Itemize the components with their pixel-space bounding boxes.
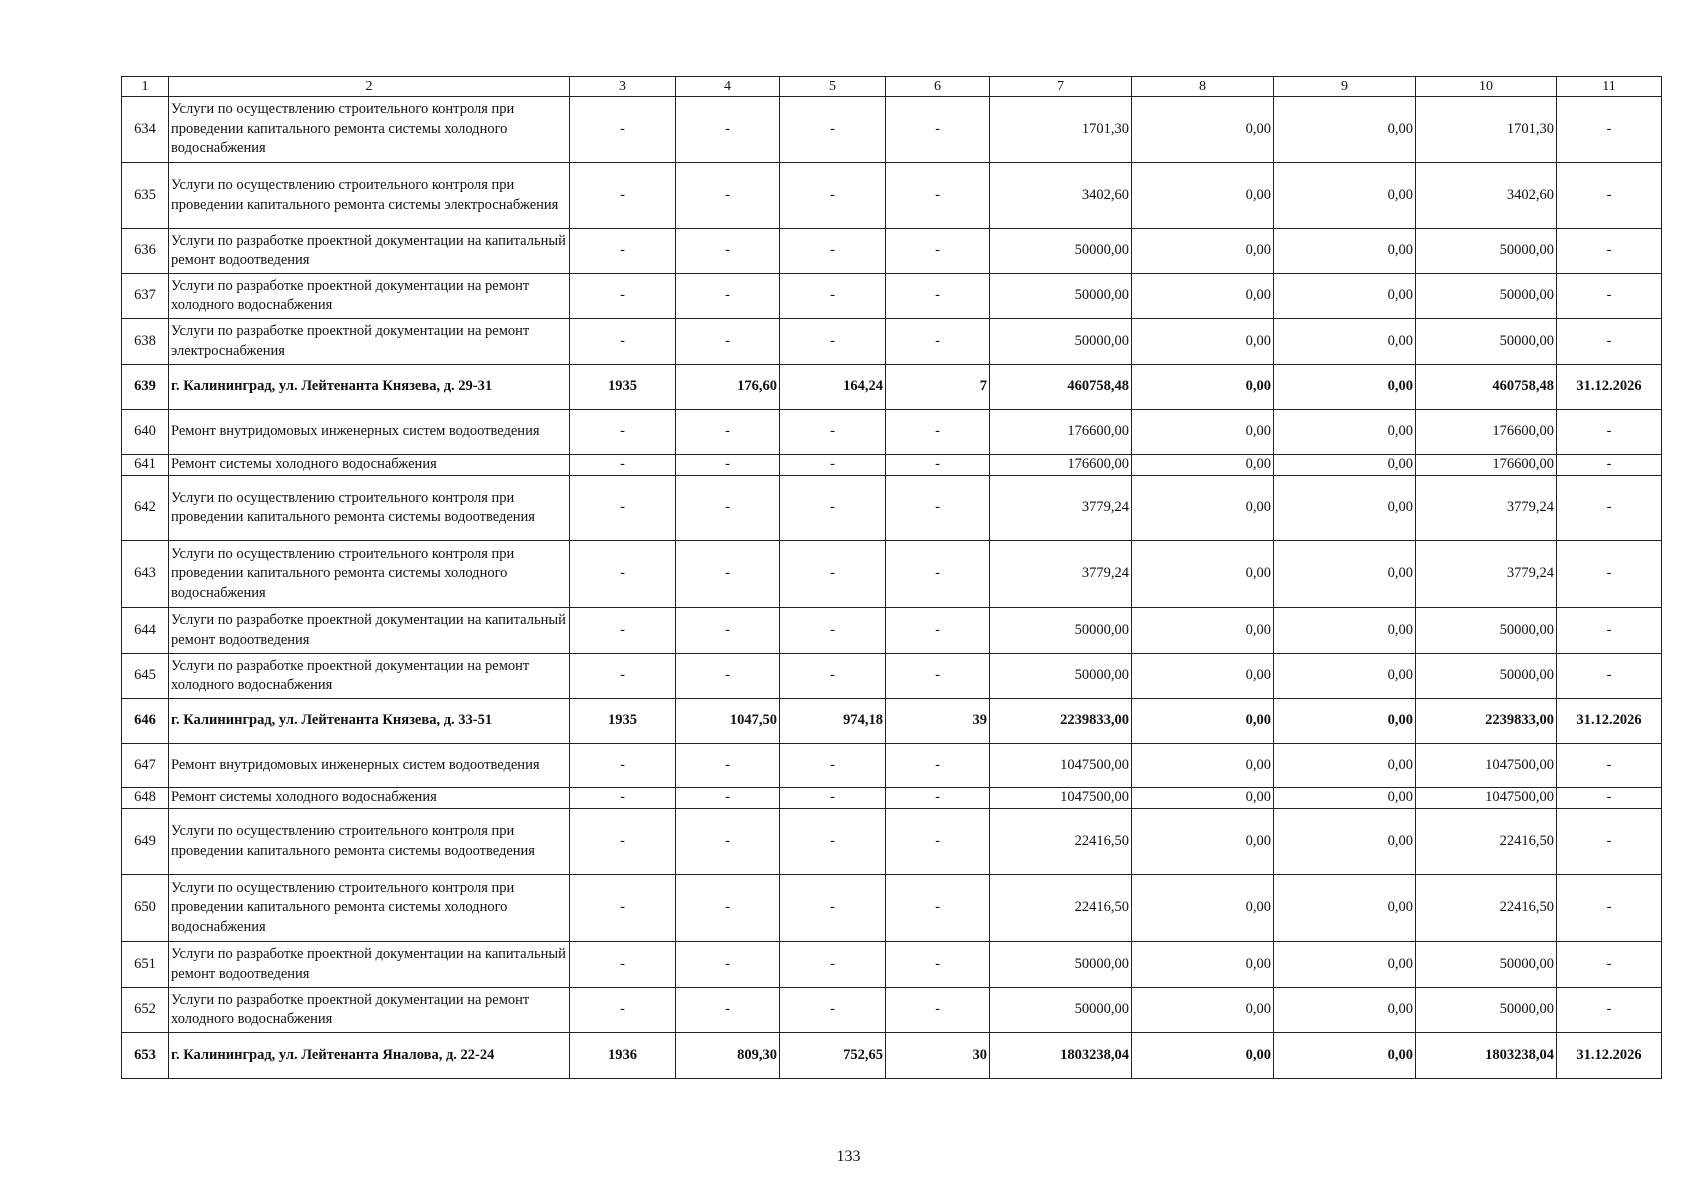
row-number: 636 bbox=[122, 229, 169, 274]
cell-col-8: 0,00 bbox=[1132, 455, 1274, 476]
cell-col-4: - bbox=[676, 541, 780, 608]
row-number: 646 bbox=[122, 699, 169, 744]
column-header: 4 bbox=[676, 77, 780, 97]
cell-col-8: 0,00 bbox=[1132, 476, 1274, 541]
cell-col-11: 31.12.2026 bbox=[1557, 699, 1662, 744]
cell-col-10: 1047500,00 bbox=[1416, 788, 1557, 809]
cell-col-9: 0,00 bbox=[1274, 988, 1416, 1033]
column-header: 9 bbox=[1274, 77, 1416, 97]
cell-col-8: 0,00 bbox=[1132, 608, 1274, 654]
cell-col-8: 0,00 bbox=[1132, 699, 1274, 744]
cell-col-5: - bbox=[780, 744, 886, 788]
cell-col-10: 1803238,04 bbox=[1416, 1033, 1557, 1079]
cell-col-9: 0,00 bbox=[1274, 365, 1416, 410]
cell-col-6: 30 bbox=[886, 1033, 990, 1079]
work-description: Услуги по осуществлению строительного контроля при проведении капитального ремонта системы электроснабжения bbox=[169, 163, 570, 229]
cell-col-4: - bbox=[676, 608, 780, 654]
cell-col-7: 22416,50 bbox=[990, 875, 1132, 942]
cell-col-6: - bbox=[886, 163, 990, 229]
work-description: Ремонт внутридомовых инженерных систем водоотведения bbox=[169, 744, 570, 788]
cell-col-11: - bbox=[1557, 654, 1662, 699]
cell-col-11: 31.12.2026 bbox=[1557, 1033, 1662, 1079]
cell-col-11: - bbox=[1557, 788, 1662, 809]
cell-col-6: - bbox=[886, 608, 990, 654]
column-header: 10 bbox=[1416, 77, 1557, 97]
cell-col-6: - bbox=[886, 410, 990, 455]
table-row bbox=[122, 163, 1662, 229]
cell-col-3: - bbox=[570, 942, 676, 988]
page-number: 133 bbox=[836, 1148, 861, 1165]
work-description: Услуги по разработке проектной документации на ремонт холодного водоснабжения bbox=[169, 654, 570, 699]
cell-col-3: - bbox=[570, 541, 676, 608]
column-number-row bbox=[122, 77, 1662, 97]
cell-col-6: - bbox=[886, 476, 990, 541]
cell-col-4: - bbox=[676, 988, 780, 1033]
cell-col-7: 176600,00 bbox=[990, 410, 1132, 455]
cell-col-11: - bbox=[1557, 410, 1662, 455]
row-number: 639 bbox=[122, 365, 169, 410]
row-number: 648 bbox=[122, 788, 169, 809]
work-description: Ремонт системы холодного водоснабжения bbox=[169, 788, 570, 809]
table-row bbox=[122, 410, 1662, 455]
work-description: Услуги по разработке проектной документации на ремонт холодного водоснабжения bbox=[169, 274, 570, 319]
cell-col-11: - bbox=[1557, 455, 1662, 476]
cell-col-9: 0,00 bbox=[1274, 942, 1416, 988]
cell-col-7: 50000,00 bbox=[990, 229, 1132, 274]
cell-col-10: 50000,00 bbox=[1416, 608, 1557, 654]
cell-col-3: - bbox=[570, 163, 676, 229]
cell-col-11: - bbox=[1557, 875, 1662, 942]
cell-col-7: 2239833,00 bbox=[990, 699, 1132, 744]
cell-col-4: - bbox=[676, 875, 780, 942]
cell-col-7: 1047500,00 bbox=[990, 788, 1132, 809]
cell-col-3: - bbox=[570, 319, 676, 365]
work-description: Услуги по осуществлению строительного контроля при проведении капитального ремонта системы холодного водоснабжения bbox=[169, 97, 570, 163]
table-row bbox=[122, 541, 1662, 608]
cell-col-3: 1935 bbox=[570, 365, 676, 410]
cell-col-9: 0,00 bbox=[1274, 274, 1416, 319]
cell-col-8: 0,00 bbox=[1132, 97, 1274, 163]
cell-col-9: 0,00 bbox=[1274, 163, 1416, 229]
cell-col-8: 0,00 bbox=[1132, 988, 1274, 1033]
cell-col-11: - bbox=[1557, 744, 1662, 788]
cell-col-6: - bbox=[886, 809, 990, 875]
work-description: Ремонт системы холодного водоснабжения bbox=[169, 455, 570, 476]
work-description: г. Калининград, ул. Лейтенанта Яналова, д. 22-24 bbox=[169, 1033, 570, 1079]
cell-col-4: 1047,50 bbox=[676, 699, 780, 744]
row-number: 640 bbox=[122, 410, 169, 455]
cell-col-5: - bbox=[780, 942, 886, 988]
cell-col-4: - bbox=[676, 410, 780, 455]
cell-col-3: 1936 bbox=[570, 1033, 676, 1079]
cell-col-8: 0,00 bbox=[1132, 942, 1274, 988]
cell-col-5: - bbox=[780, 654, 886, 699]
table-row bbox=[122, 97, 1662, 163]
cell-col-6: - bbox=[886, 875, 990, 942]
cell-col-9: 0,00 bbox=[1274, 541, 1416, 608]
cell-col-5: - bbox=[780, 274, 886, 319]
cell-col-5: - bbox=[780, 988, 886, 1033]
cell-col-10: 50000,00 bbox=[1416, 654, 1557, 699]
cell-col-4: 809,30 bbox=[676, 1033, 780, 1079]
cell-col-11: - bbox=[1557, 608, 1662, 654]
row-number: 652 bbox=[122, 988, 169, 1033]
cell-col-4: 176,60 bbox=[676, 365, 780, 410]
work-description: Услуги по разработке проектной документации на ремонт электроснабжения bbox=[169, 319, 570, 365]
table-row bbox=[122, 875, 1662, 942]
cell-col-4: - bbox=[676, 229, 780, 274]
work-description: Услуги по разработке проектной документации на капитальный ремонт водоотведения bbox=[169, 608, 570, 654]
cell-col-5: - bbox=[780, 541, 886, 608]
column-header: 7 bbox=[990, 77, 1132, 97]
cell-col-5: 974,18 bbox=[780, 699, 886, 744]
cell-col-7: 1701,30 bbox=[990, 97, 1132, 163]
cell-col-9: 0,00 bbox=[1274, 1033, 1416, 1079]
cell-col-9: 0,00 bbox=[1274, 229, 1416, 274]
cell-col-7: 22416,50 bbox=[990, 809, 1132, 875]
cell-col-6: 39 bbox=[886, 699, 990, 744]
work-description: Услуги по осуществлению строительного контроля при проведении капитального ремонта системы холодного водоснабжения bbox=[169, 541, 570, 608]
cell-col-8: 0,00 bbox=[1132, 229, 1274, 274]
row-number: 647 bbox=[122, 744, 169, 788]
cell-col-9: 0,00 bbox=[1274, 410, 1416, 455]
table-row bbox=[122, 455, 1662, 476]
cell-col-6: - bbox=[886, 319, 990, 365]
table-row bbox=[122, 942, 1662, 988]
cell-col-3: 1935 bbox=[570, 699, 676, 744]
table-row bbox=[122, 229, 1662, 274]
work-description: Ремонт внутридомовых инженерных систем водоотведения bbox=[169, 410, 570, 455]
cell-col-10: 3779,24 bbox=[1416, 541, 1557, 608]
cell-col-6: - bbox=[886, 541, 990, 608]
cell-col-4: - bbox=[676, 163, 780, 229]
cell-col-9: 0,00 bbox=[1274, 875, 1416, 942]
table-row bbox=[122, 744, 1662, 788]
cell-col-5: 752,65 bbox=[780, 1033, 886, 1079]
cell-col-5: - bbox=[780, 163, 886, 229]
cell-col-10: 176600,00 bbox=[1416, 455, 1557, 476]
work-description: Услуги по разработке проектной документации на капитальный ремонт водоотведения bbox=[169, 229, 570, 274]
cell-col-5: - bbox=[780, 229, 886, 274]
capital-repair-table bbox=[121, 76, 1662, 1079]
cell-col-3: - bbox=[570, 410, 676, 455]
cell-col-7: 3779,24 bbox=[990, 476, 1132, 541]
cell-col-7: 3402,60 bbox=[990, 163, 1132, 229]
row-number: 643 bbox=[122, 541, 169, 608]
cell-col-7: 50000,00 bbox=[990, 274, 1132, 319]
cell-col-10: 50000,00 bbox=[1416, 942, 1557, 988]
cell-col-5: - bbox=[780, 455, 886, 476]
work-description: Услуги по осуществлению строительного контроля при проведении капитального ремонта системы водоотведения bbox=[169, 809, 570, 875]
cell-col-3: - bbox=[570, 809, 676, 875]
cell-col-9: 0,00 bbox=[1274, 654, 1416, 699]
cell-col-10: 1701,30 bbox=[1416, 97, 1557, 163]
column-header: 11 bbox=[1557, 77, 1662, 97]
cell-col-4: - bbox=[676, 654, 780, 699]
cell-col-8: 0,00 bbox=[1132, 809, 1274, 875]
cell-col-9: 0,00 bbox=[1274, 608, 1416, 654]
table-row bbox=[122, 699, 1662, 744]
cell-col-8: 0,00 bbox=[1132, 788, 1274, 809]
column-header: 1 bbox=[122, 77, 169, 97]
column-header: 8 bbox=[1132, 77, 1274, 97]
cell-col-10: 50000,00 bbox=[1416, 988, 1557, 1033]
cell-col-9: 0,00 bbox=[1274, 476, 1416, 541]
cell-col-7: 176600,00 bbox=[990, 455, 1132, 476]
row-number: 645 bbox=[122, 654, 169, 699]
column-header: 3 bbox=[570, 77, 676, 97]
cell-col-3: - bbox=[570, 744, 676, 788]
table-row bbox=[122, 788, 1662, 809]
cell-col-4: - bbox=[676, 319, 780, 365]
cell-col-4: - bbox=[676, 809, 780, 875]
cell-col-4: - bbox=[676, 788, 780, 809]
cell-col-10: 176600,00 bbox=[1416, 410, 1557, 455]
cell-col-7: 460758,48 bbox=[990, 365, 1132, 410]
cell-col-7: 50000,00 bbox=[990, 608, 1132, 654]
work-description: Услуги по осуществлению строительного контроля при проведении капитального ремонта системы холодного водоснабжения bbox=[169, 875, 570, 942]
cell-col-3: - bbox=[570, 788, 676, 809]
cell-col-8: 0,00 bbox=[1132, 541, 1274, 608]
cell-col-9: 0,00 bbox=[1274, 744, 1416, 788]
row-number: 641 bbox=[122, 455, 169, 476]
table-row bbox=[122, 1033, 1662, 1079]
cell-col-11: - bbox=[1557, 274, 1662, 319]
work-description: г. Калининград, ул. Лейтенанта Князева, д. 29-31 bbox=[169, 365, 570, 410]
cell-col-11: - bbox=[1557, 476, 1662, 541]
cell-col-10: 2239833,00 bbox=[1416, 699, 1557, 744]
cell-col-7: 50000,00 bbox=[990, 942, 1132, 988]
cell-col-11: - bbox=[1557, 988, 1662, 1033]
table-row bbox=[122, 809, 1662, 875]
cell-col-6: - bbox=[886, 97, 990, 163]
cell-col-8: 0,00 bbox=[1132, 163, 1274, 229]
cell-col-6: 7 bbox=[886, 365, 990, 410]
cell-col-5: - bbox=[780, 476, 886, 541]
cell-col-11: - bbox=[1557, 809, 1662, 875]
table-row bbox=[122, 608, 1662, 654]
cell-col-10: 1047500,00 bbox=[1416, 744, 1557, 788]
cell-col-4: - bbox=[676, 97, 780, 163]
cell-col-5: - bbox=[780, 788, 886, 809]
cell-col-8: 0,00 bbox=[1132, 365, 1274, 410]
cell-col-11: - bbox=[1557, 942, 1662, 988]
cell-col-5: - bbox=[780, 97, 886, 163]
cell-col-3: - bbox=[570, 875, 676, 942]
cell-col-8: 0,00 bbox=[1132, 274, 1274, 319]
cell-col-7: 3779,24 bbox=[990, 541, 1132, 608]
cell-col-11: 31.12.2026 bbox=[1557, 365, 1662, 410]
work-description: г. Калининград, ул. Лейтенанта Князева, д. 33-51 bbox=[169, 699, 570, 744]
cell-col-8: 0,00 bbox=[1132, 654, 1274, 699]
cell-col-7: 50000,00 bbox=[990, 988, 1132, 1033]
table-row bbox=[122, 319, 1662, 365]
cell-col-11: - bbox=[1557, 163, 1662, 229]
cell-col-7: 1803238,04 bbox=[990, 1033, 1132, 1079]
table-body bbox=[122, 97, 1662, 1079]
cell-col-6: - bbox=[886, 744, 990, 788]
cell-col-10: 50000,00 bbox=[1416, 229, 1557, 274]
cell-col-7: 50000,00 bbox=[990, 654, 1132, 699]
table-row bbox=[122, 365, 1662, 410]
cell-col-11: - bbox=[1557, 319, 1662, 365]
cell-col-9: 0,00 bbox=[1274, 809, 1416, 875]
cell-col-9: 0,00 bbox=[1274, 699, 1416, 744]
row-number: 649 bbox=[122, 809, 169, 875]
cell-col-4: - bbox=[676, 744, 780, 788]
cell-col-8: 0,00 bbox=[1132, 410, 1274, 455]
cell-col-6: - bbox=[886, 942, 990, 988]
cell-col-6: - bbox=[886, 455, 990, 476]
work-description: Услуги по разработке проектной документации на ремонт холодного водоснабжения bbox=[169, 988, 570, 1033]
cell-col-3: - bbox=[570, 608, 676, 654]
cell-col-5: - bbox=[780, 608, 886, 654]
cell-col-7: 50000,00 bbox=[990, 319, 1132, 365]
table-row bbox=[122, 654, 1662, 699]
cell-col-4: - bbox=[676, 455, 780, 476]
work-description: Услуги по разработке проектной документации на капитальный ремонт водоотведения bbox=[169, 942, 570, 988]
cell-col-9: 0,00 bbox=[1274, 788, 1416, 809]
row-number: 637 bbox=[122, 274, 169, 319]
row-number: 634 bbox=[122, 97, 169, 163]
cell-col-6: - bbox=[886, 654, 990, 699]
cell-col-6: - bbox=[886, 274, 990, 319]
cell-col-5: - bbox=[780, 875, 886, 942]
cell-col-10: 3779,24 bbox=[1416, 476, 1557, 541]
row-number: 642 bbox=[122, 476, 169, 541]
cell-col-8: 0,00 bbox=[1132, 319, 1274, 365]
cell-col-3: - bbox=[570, 455, 676, 476]
cell-col-6: - bbox=[886, 988, 990, 1033]
cell-col-8: 0,00 bbox=[1132, 1033, 1274, 1079]
row-number: 653 bbox=[122, 1033, 169, 1079]
cell-col-8: 0,00 bbox=[1132, 875, 1274, 942]
column-header: 6 bbox=[886, 77, 990, 97]
cell-col-6: - bbox=[886, 229, 990, 274]
cell-col-11: - bbox=[1557, 97, 1662, 163]
cell-col-5: - bbox=[780, 410, 886, 455]
cell-col-10: 50000,00 bbox=[1416, 274, 1557, 319]
cell-col-9: 0,00 bbox=[1274, 455, 1416, 476]
cell-col-10: 22416,50 bbox=[1416, 809, 1557, 875]
cell-col-8: 0,00 bbox=[1132, 744, 1274, 788]
cell-col-4: - bbox=[676, 476, 780, 541]
cell-col-10: 460758,48 bbox=[1416, 365, 1557, 410]
cell-col-5: - bbox=[780, 809, 886, 875]
cell-col-3: - bbox=[570, 229, 676, 274]
table-row bbox=[122, 274, 1662, 319]
row-number: 638 bbox=[122, 319, 169, 365]
cell-col-5: - bbox=[780, 319, 886, 365]
row-number: 651 bbox=[122, 942, 169, 988]
cell-col-9: 0,00 bbox=[1274, 319, 1416, 365]
cell-col-5: 164,24 bbox=[780, 365, 886, 410]
cell-col-4: - bbox=[676, 942, 780, 988]
cell-col-3: - bbox=[570, 988, 676, 1033]
cell-col-9: 0,00 bbox=[1274, 97, 1416, 163]
cell-col-3: - bbox=[570, 97, 676, 163]
cell-col-10: 22416,50 bbox=[1416, 875, 1557, 942]
cell-col-7: 1047500,00 bbox=[990, 744, 1132, 788]
column-header: 5 bbox=[780, 77, 886, 97]
cell-col-11: - bbox=[1557, 541, 1662, 608]
cell-col-4: - bbox=[676, 274, 780, 319]
work-description: Услуги по осуществлению строительного контроля при проведении капитального ремонта системы водоотведения bbox=[169, 476, 570, 541]
row-number: 644 bbox=[122, 608, 169, 654]
cell-col-11: - bbox=[1557, 229, 1662, 274]
row-number: 650 bbox=[122, 875, 169, 942]
cell-col-10: 50000,00 bbox=[1416, 319, 1557, 365]
column-header: 2 bbox=[169, 77, 570, 97]
table-row bbox=[122, 988, 1662, 1033]
row-number: 635 bbox=[122, 163, 169, 229]
table-row bbox=[122, 476, 1662, 541]
cell-col-3: - bbox=[570, 654, 676, 699]
cell-col-10: 3402,60 bbox=[1416, 163, 1557, 229]
cell-col-3: - bbox=[570, 274, 676, 319]
cell-col-6: - bbox=[886, 788, 990, 809]
cell-col-3: - bbox=[570, 476, 676, 541]
